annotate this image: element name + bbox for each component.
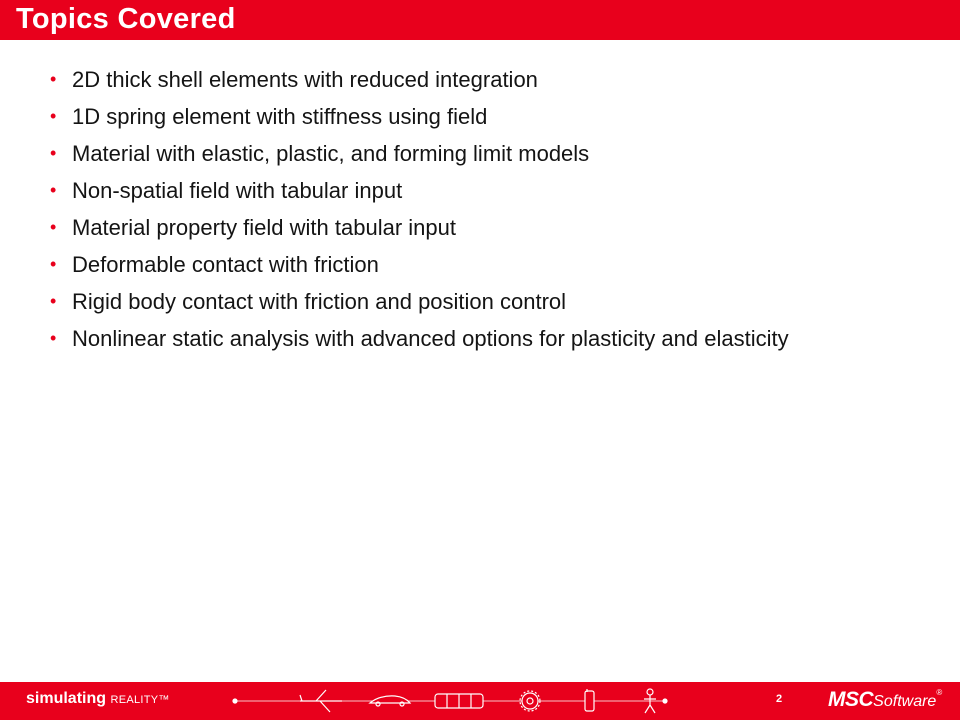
car-icon — [370, 696, 410, 706]
page-number: 2 — [776, 693, 783, 705]
bullet-item — [50, 325, 870, 352]
bullet-dot: • — [50, 106, 57, 126]
bullet-item — [50, 251, 870, 278]
tagline-rest: REALITY™ — [110, 694, 170, 706]
airplane-icon — [300, 690, 342, 712]
bullet-item — [50, 66, 870, 93]
logo-software: Software — [873, 693, 937, 710]
bullet-list — [50, 66, 870, 362]
train-icon — [435, 694, 483, 708]
logo-msc: MSC — [828, 688, 874, 711]
title-bar — [0, 0, 960, 40]
slide-title: Topics Covered — [16, 3, 236, 35]
bullet-dot: • — [50, 217, 57, 237]
logo-registered-mark: ® — [936, 688, 943, 697]
bullet-item — [50, 103, 870, 130]
bullet-text: Deformable contact with friction — [72, 252, 379, 277]
footer-bar — [0, 682, 960, 720]
bullet-item — [50, 140, 870, 167]
phone-icon — [585, 689, 594, 711]
bullet-dot: • — [50, 254, 57, 274]
bullet-text: Rigid body contact with friction and position control — [72, 289, 567, 314]
bullet-dot: • — [50, 328, 57, 348]
tagline — [26, 690, 170, 708]
bullet-dot: • — [50, 291, 57, 311]
msc-logo — [828, 688, 942, 712]
bullet-text: Material with elastic, plastic, and forming limit models — [72, 141, 590, 166]
bullet-dot: • — [50, 69, 57, 89]
bullet-dot: • — [50, 143, 57, 163]
tagline-bold: simulating — [26, 690, 107, 707]
bullet-item — [50, 288, 870, 315]
bullet-text: Non-spatial field with tabular input — [72, 178, 403, 203]
bullet-text: 2D thick shell elements with reduced integration — [72, 67, 538, 92]
bullet-dot: • — [50, 180, 57, 200]
gear-icon — [520, 691, 540, 711]
footer-decoration — [230, 686, 670, 716]
bullet-item — [50, 214, 870, 241]
bullet-item — [50, 177, 870, 204]
bullet-text: Material property field with tabular input — [72, 215, 456, 240]
bullet-text: 1D spring element with stiffness using field — [72, 104, 488, 129]
bullet-text: Nonlinear static analysis with advanced options for plasticity and elasticity — [72, 326, 789, 351]
